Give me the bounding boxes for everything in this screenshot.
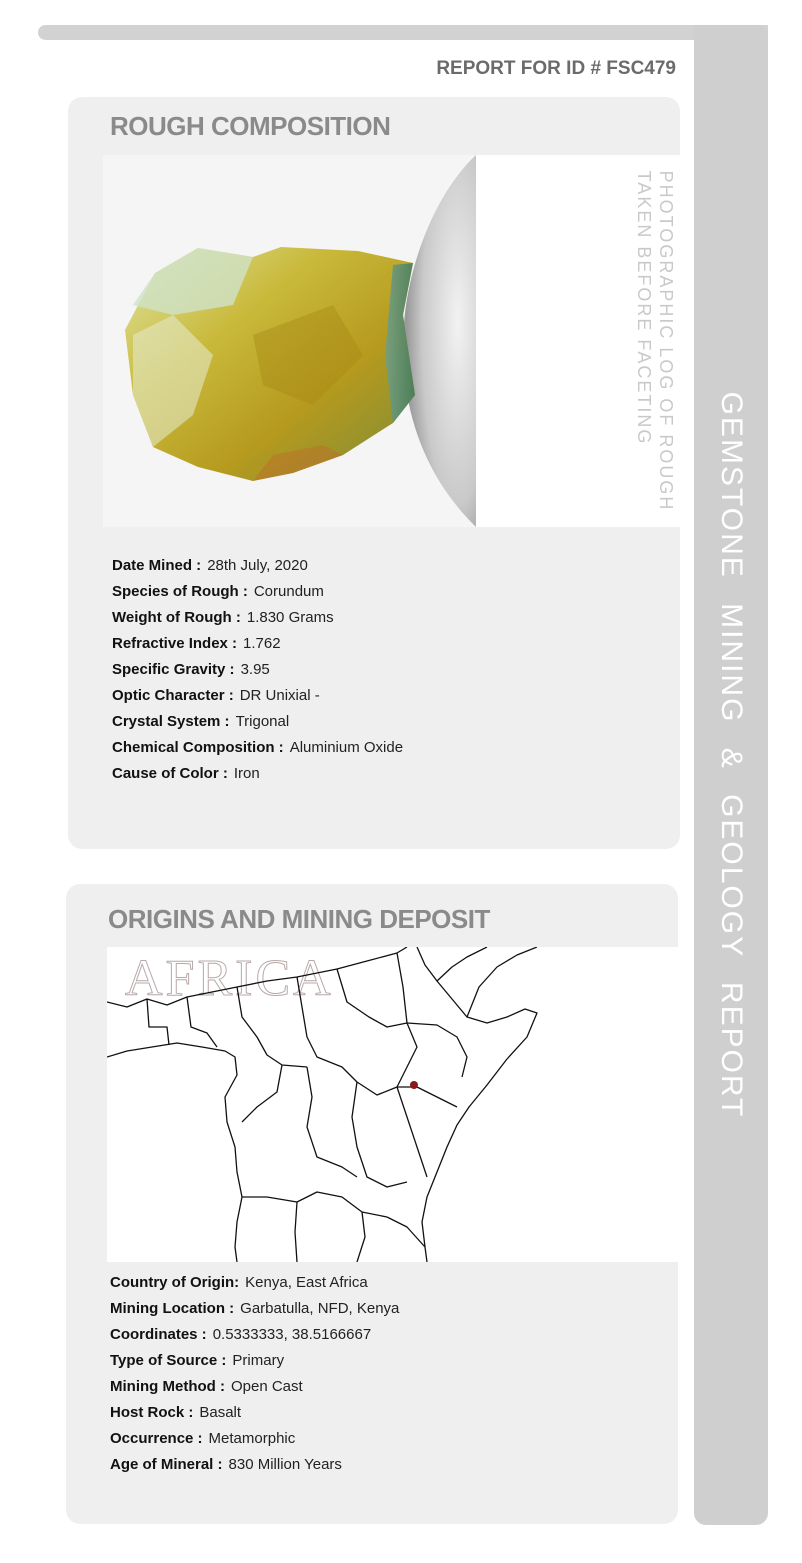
field-row	[110, 1404, 399, 1430]
field-label: Refractive Index :	[112, 635, 238, 652]
field-row	[110, 1326, 399, 1352]
report-id-label: REPORT FOR ID # FSC479	[436, 58, 676, 79]
field-value: 1.830 Grams	[246, 609, 334, 626]
field-row	[112, 661, 403, 687]
field-row	[112, 713, 403, 739]
field-label: Chemical Composition :	[112, 739, 284, 756]
field-value: DR Unixial -	[239, 687, 320, 704]
field-value: Aluminium Oxide	[289, 739, 404, 756]
field-value: Garbatulla, NFD, Kenya	[240, 1300, 400, 1317]
field-label: Optic Character :	[112, 687, 234, 704]
field-label: Date Mined :	[112, 557, 202, 574]
field-row	[110, 1430, 399, 1456]
field-label: Host Rock :	[110, 1404, 194, 1421]
field-row	[110, 1274, 399, 1300]
top-frame-bar	[38, 25, 768, 40]
field-row	[112, 739, 403, 765]
side-frame-bar	[694, 25, 768, 1525]
photo-caption-line2: TAKEN BEFORE FACETING	[634, 170, 654, 446]
field-label: Occurrence :	[110, 1430, 203, 1447]
field-value: Corundum	[253, 583, 324, 600]
map-africa-label: AFRICA	[125, 950, 334, 1007]
gemstone-photo-svg	[103, 155, 476, 527]
location-marker-icon	[410, 1081, 418, 1089]
field-label: Specific Gravity :	[112, 661, 235, 678]
field-row	[112, 687, 403, 713]
field-row	[110, 1378, 399, 1404]
field-value: Open Cast	[230, 1378, 303, 1395]
rough-composition-card	[68, 97, 680, 849]
field-label: Country of Origin:	[110, 1274, 240, 1291]
field-label: Mining Location :	[110, 1300, 235, 1317]
field-row	[112, 557, 403, 583]
field-value: 0.5333333, 38.5166667	[212, 1326, 372, 1343]
rough-photo-panel	[103, 155, 680, 527]
field-row	[110, 1300, 399, 1326]
origins-card	[66, 884, 678, 1524]
field-value: 830 Million Years	[228, 1456, 342, 1473]
field-value: Iron	[233, 765, 260, 782]
field-value: 28th July, 2020	[207, 557, 308, 574]
field-row	[112, 583, 403, 609]
rough-fields	[112, 557, 403, 791]
africa-map	[107, 947, 678, 1262]
field-row	[112, 635, 403, 661]
field-label: Coordinates :	[110, 1326, 207, 1343]
field-value: Metamorphic	[208, 1430, 296, 1447]
field-label: Mining Method :	[110, 1378, 225, 1395]
field-label: Type of Source :	[110, 1352, 227, 1369]
field-label: Age of Mineral :	[110, 1456, 223, 1473]
field-value: Trigonal	[235, 713, 290, 730]
field-value: Basalt	[199, 1404, 242, 1421]
africa-map-svg	[107, 947, 678, 1262]
field-value: 1.762	[243, 635, 281, 652]
field-label: Cause of Color :	[112, 765, 228, 782]
field-value: Kenya, East Africa	[245, 1274, 368, 1291]
field-value: 3.95	[240, 661, 270, 678]
rough-composition-title: ROUGH COMPOSITION	[110, 111, 391, 141]
gemstone-photo	[103, 155, 476, 527]
origins-fields	[110, 1274, 399, 1482]
field-value: Primary	[232, 1352, 285, 1369]
report-side-title: GEMSTONE MINING & GEOLOGY REPORT	[715, 391, 748, 1119]
field-label: Crystal System :	[112, 713, 230, 730]
field-row	[110, 1352, 399, 1378]
field-label: Species of Rough :	[112, 583, 248, 600]
side-title-wrap	[694, 25, 768, 1525]
field-row	[110, 1456, 399, 1482]
origins-title: ORIGINS AND MINING DEPOSIT	[108, 904, 490, 934]
field-row	[112, 765, 403, 791]
photo-caption	[631, 170, 679, 513]
photo-caption-text	[633, 171, 677, 512]
field-label: Weight of Rough :	[112, 609, 241, 626]
field-row	[112, 609, 403, 635]
photo-caption-line1: PHOTOGRAPHIC LOG OF ROUGH	[656, 170, 676, 512]
